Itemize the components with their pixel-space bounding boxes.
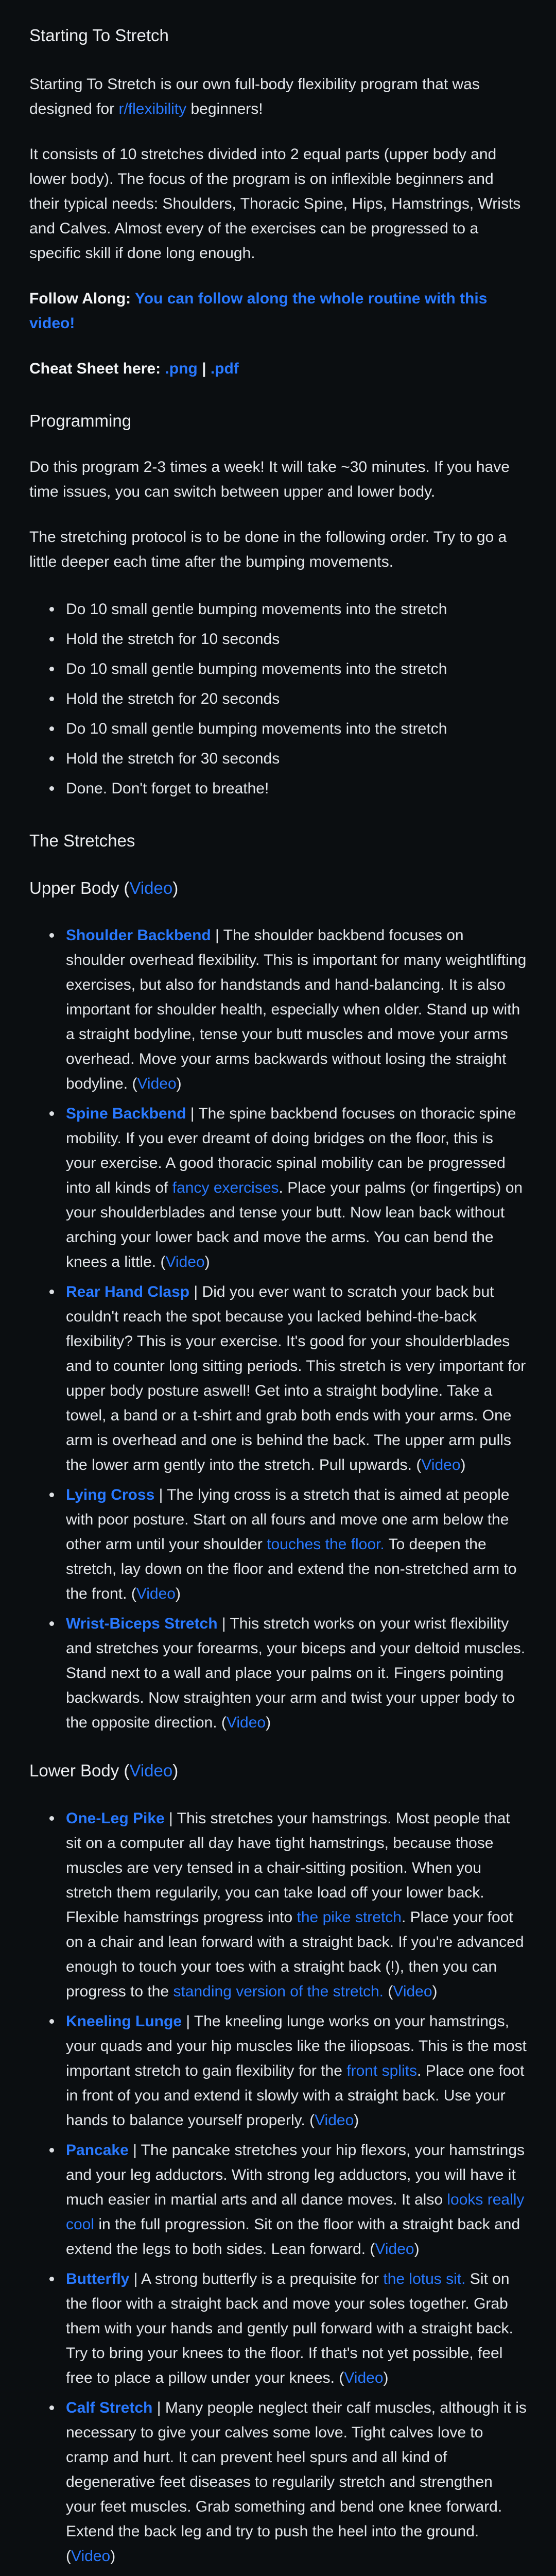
stretch-item-lying-cross: [66, 1483, 527, 1606]
inline-link[interactable]: Video: [165, 1253, 205, 1270]
text-segment: | This stretch works on your wrist flexibility and stretches your forearms, your biceps and your deltoid muscles. Stand next to a wall and place your palms on it. Fingers pointing backwards. Now straighten your arm and twist your upper body to the opposite direction.: [66, 1615, 526, 1731]
text-segment: ): [414, 2240, 420, 2258]
follow-along-line: [29, 286, 527, 336]
inline-link[interactable]: Shoulder Backbend: [66, 927, 211, 944]
text-segment: ): [175, 1585, 181, 1602]
text-segment: Do 10 small gentle bumping movements into the stretch: [66, 601, 447, 618]
text-segment: (: [388, 1982, 393, 2000]
protocol-step: [66, 687, 527, 711]
text-segment: . Place one foot in front of you and extend it slowly with a straight back. Use your hands to balance yourself properly.: [66, 2062, 525, 2129]
stretch-item-shoulder-backbend: [66, 923, 527, 1096]
stretch-item-rear-hand-clasp: [66, 1280, 527, 1478]
frequency-paragraph: [29, 455, 527, 504]
text-segment: | This stretches your hamstrings. Most people that sit on a computer all day have tight hamstrings, because those muscles are very tensed in a chair-sitting position. When you stretch them regularily, you can take load off your lower back. Flexible hamstrings progress into: [66, 1809, 510, 1926]
text-segment: (: [160, 1253, 166, 1270]
text-segment: (: [132, 1075, 137, 1092]
text-segment: The stretching protocol is to be done in the following order. Try to go a little deeper each time after the bumping movements.: [29, 529, 507, 570]
inline-link[interactable]: the pike stretch: [297, 1908, 402, 1926]
stretches-heading: The Stretches: [29, 831, 135, 850]
inline-link[interactable]: One-Leg Pike: [66, 1809, 165, 1827]
text-segment: | The lying cross is a stretch that is aimed at people with poor posture. Start on all fours and move one arm below the other arm until your shoulder: [66, 1486, 510, 1553]
text-segment: (: [339, 2369, 344, 2386]
text-segment: Lower Body (: [29, 1761, 130, 1780]
intro-paragraph: [29, 72, 527, 122]
text-segment: | The shoulder backbend focuses on shoulder overhead flexibility. This is important for many weightlifting exercises, but also for handstands and hand-balancing. It is also important for shoulder health, especially when older. Stand up with a straight bodyline, tense your butt muscles and move your arms overhead. Move your arms backwards without losing the straight bodyline.: [66, 927, 527, 1092]
upper-body-heading: [29, 875, 527, 901]
stretch-item-pancake: [66, 2138, 527, 2262]
protocol-intro-paragraph: [29, 525, 527, 574]
text-segment: (: [416, 1456, 422, 1473]
stretch-item-calf-stretch: [66, 2396, 527, 2569]
text-segment: Follow Along:: [29, 290, 135, 307]
protocol-step: [66, 717, 527, 741]
inline-link[interactable]: Spine Backbend: [66, 1105, 186, 1122]
article-content: [29, 23, 527, 2569]
text-segment: To deepen the stretch, lay down on the floor and extend the non-stretched arm to the front.: [66, 1536, 517, 1602]
upper-body-list: [29, 923, 527, 1735]
inline-link[interactable]: Video: [71, 2547, 111, 2565]
inline-link[interactable]: .pdf: [210, 360, 239, 377]
text-segment: Done. Don't forget to breathe!: [66, 780, 269, 797]
text-segment: (: [221, 1714, 227, 1731]
text-segment: Hold the stretch for 20 seconds: [66, 690, 280, 707]
page-title: Starting To Stretch: [29, 26, 169, 45]
text-segment: ): [110, 2547, 116, 2565]
inline-link[interactable]: looks really cool: [66, 2191, 525, 2233]
text-segment: Do 10 small gentle bumping movements into the stretch: [66, 720, 447, 737]
protocol-step: [66, 597, 527, 622]
inline-link[interactable]: Pancake: [66, 2141, 129, 2159]
inline-link[interactable]: Video: [315, 2111, 354, 2129]
inline-link[interactable]: the lotus sit.: [383, 2270, 466, 2287]
inline-link[interactable]: Calf Stretch: [66, 2399, 153, 2416]
text-segment: in the full progression. Sit on the floor with a straight back and extend the legs to both sides. Lean forward.: [66, 2215, 520, 2258]
text-segment: Do 10 small gentle bumping movements into the stretch: [66, 660, 447, 677]
lower-body-heading: [29, 1758, 527, 1784]
text-segment: Hold the stretch for 30 seconds: [66, 750, 280, 767]
text-segment: ): [176, 1075, 182, 1092]
text-segment: ): [266, 1714, 271, 1731]
text-segment: (: [131, 1585, 136, 1602]
inline-link[interactable]: Video: [129, 878, 173, 897]
overview-paragraph: [29, 142, 527, 266]
text-segment: beginners!: [186, 100, 263, 117]
text-segment: Sit on the floor with a straight back and move your soles together. Grab them with your hands and gently pull forward with a straight back. Try to bring your knees to the floor. If that's not yet possible, feel free to place a pillow under your knees.: [66, 2270, 513, 2386]
text-segment: |: [197, 360, 211, 377]
text-segment: Starting To Stretch is our own full-body flexibility program that was designed for: [29, 75, 480, 117]
inline-link[interactable]: .png: [165, 360, 198, 377]
text-segment: (: [309, 2111, 315, 2129]
text-segment: (: [370, 2240, 375, 2258]
stretch-item-kneeling-lunge: [66, 2009, 527, 2133]
inline-link[interactable]: Video: [375, 2240, 414, 2258]
inline-link[interactable]: Video: [137, 1075, 177, 1092]
text-segment: Upper Body (: [29, 878, 130, 897]
text-segment: It consists of 10 stretches divided into 2 equal parts (upper body and lower body). The focus of the program is on inflexible beginners and their typical needs: Shoulders, Thoracic Spine, Hips, Hamstrings, Wrists and Calves. Almost every of the exercises can be progressed to a specific skill if done long enough.: [29, 145, 521, 262]
text-segment: | The spine backbend focuses on thoracic spine mobility. If you ever dreamt of doing bridges on the floor, this is your exercise. A good thoracic spinal mobility can be progressed into all kinds of: [66, 1105, 516, 1196]
inline-link[interactable]: Kneeling Lunge: [66, 2012, 182, 2030]
inline-link[interactable]: Video: [421, 1456, 461, 1473]
inline-link[interactable]: standing version of the stretch.: [173, 1982, 384, 2000]
text-segment: ): [204, 1253, 210, 1270]
inline-link[interactable]: Video: [344, 2369, 384, 2386]
inline-link[interactable]: fancy exercises: [172, 1179, 279, 1196]
stretch-item-spine-backbend: [66, 1101, 527, 1275]
stretch-item-wrist-biceps-stretch: [66, 1612, 527, 1735]
inline-link[interactable]: Video: [393, 1982, 432, 2000]
protocol-list: [29, 597, 527, 801]
text-segment: | Did you ever want to scratch your back but couldn't reach the spot because you lacked behind-the-back flexibility? This is your exercise. It's good for your shoulderblades and to counter long sitting periods. This stretch is very important for upper body posture aswell! Get into a straight bodyline. Take a towel, a band or a t-shirt and grab both ends with your arms. One arm is overhead and one is behind the back. The upper arm pulls the lower arm gently into the stretch. Pull upwards.: [66, 1283, 526, 1473]
inline-link[interactable]: You can follow along the whole routine with this video!: [29, 290, 488, 332]
stretch-item-one-leg-pike: [66, 1806, 527, 2004]
inline-link[interactable]: front splits: [346, 2062, 417, 2079]
lower-body-list: [29, 1806, 527, 2569]
inline-link[interactable]: Video: [136, 1585, 176, 1602]
inline-link[interactable]: Video: [226, 1714, 266, 1731]
text-segment: ): [354, 2111, 359, 2129]
text-segment: | A strong butterfly is a prequisite for: [129, 2270, 384, 2287]
inline-link[interactable]: Wrist-Biceps Stretch: [66, 1615, 218, 1632]
programming-heading: Programming: [29, 411, 132, 430]
text-segment: | The pancake stretches your hip flexors, your hamstrings and your leg adductors. With strong leg adductors, you will have it much easier in martial arts and all dance moves. It also: [66, 2141, 525, 2208]
text-segment: ): [383, 2369, 389, 2386]
inline-link[interactable]: Rear Hand Clasp: [66, 1283, 190, 1300]
text-segment: . Place your foot on a chair and lean forward with a straight back. If you're advanced enough to touch your toes with a straight back (!), then you can progress to the: [66, 1908, 524, 2000]
protocol-step: [66, 657, 527, 682]
text-segment: Do this program 2-3 times a week! It will take ~30 minutes. If you have time issues, you can switch between upper and lower body.: [29, 459, 510, 500]
text-segment: ): [432, 1982, 438, 2000]
protocol-step: [66, 627, 527, 652]
inline-link[interactable]: Lying Cross: [66, 1486, 155, 1503]
text-segment: Cheat Sheet here:: [29, 360, 165, 377]
cheat-sheet-line: [29, 357, 527, 381]
text-segment: (: [66, 2547, 71, 2565]
text-segment: | The kneeling lunge works on your hamstrings, your quads and your hip muscles like the iliopsoas. This is the most important stretch to gain flexibility for the: [66, 2012, 527, 2079]
text-segment: ): [460, 1456, 466, 1473]
text-segment: ): [172, 1761, 179, 1780]
text-segment: Hold the stretch for 10 seconds: [66, 631, 280, 648]
stretch-item-butterfly: [66, 2267, 527, 2391]
inline-link[interactable]: r/flexibility: [118, 100, 187, 117]
inline-link[interactable]: Video: [129, 1761, 173, 1780]
inline-link[interactable]: touches the floor.: [267, 1536, 385, 1553]
inline-link[interactable]: Butterfly: [66, 2270, 130, 2287]
text-segment: | Many people neglect their calf muscles, although it is necessary to give your calves some love. Tight calves love to cramp and hurt. It can prevent heel spurs and all kind of degenerative feet diseases to regularily stretch and strengthen your feet muscles. Grab something and bend one knee forward. Extend the back leg and try to push the heel into the ground.: [66, 2399, 527, 2540]
protocol-step: [66, 776, 527, 801]
protocol-step: [66, 747, 527, 771]
text-segment: . Place your palms (or fingertips) on your shoulderblades and tense your butt. Now lean back without arching your lower back and move the arms. You can bend the knees a little.: [66, 1179, 523, 1270]
text-segment: ): [172, 878, 179, 897]
